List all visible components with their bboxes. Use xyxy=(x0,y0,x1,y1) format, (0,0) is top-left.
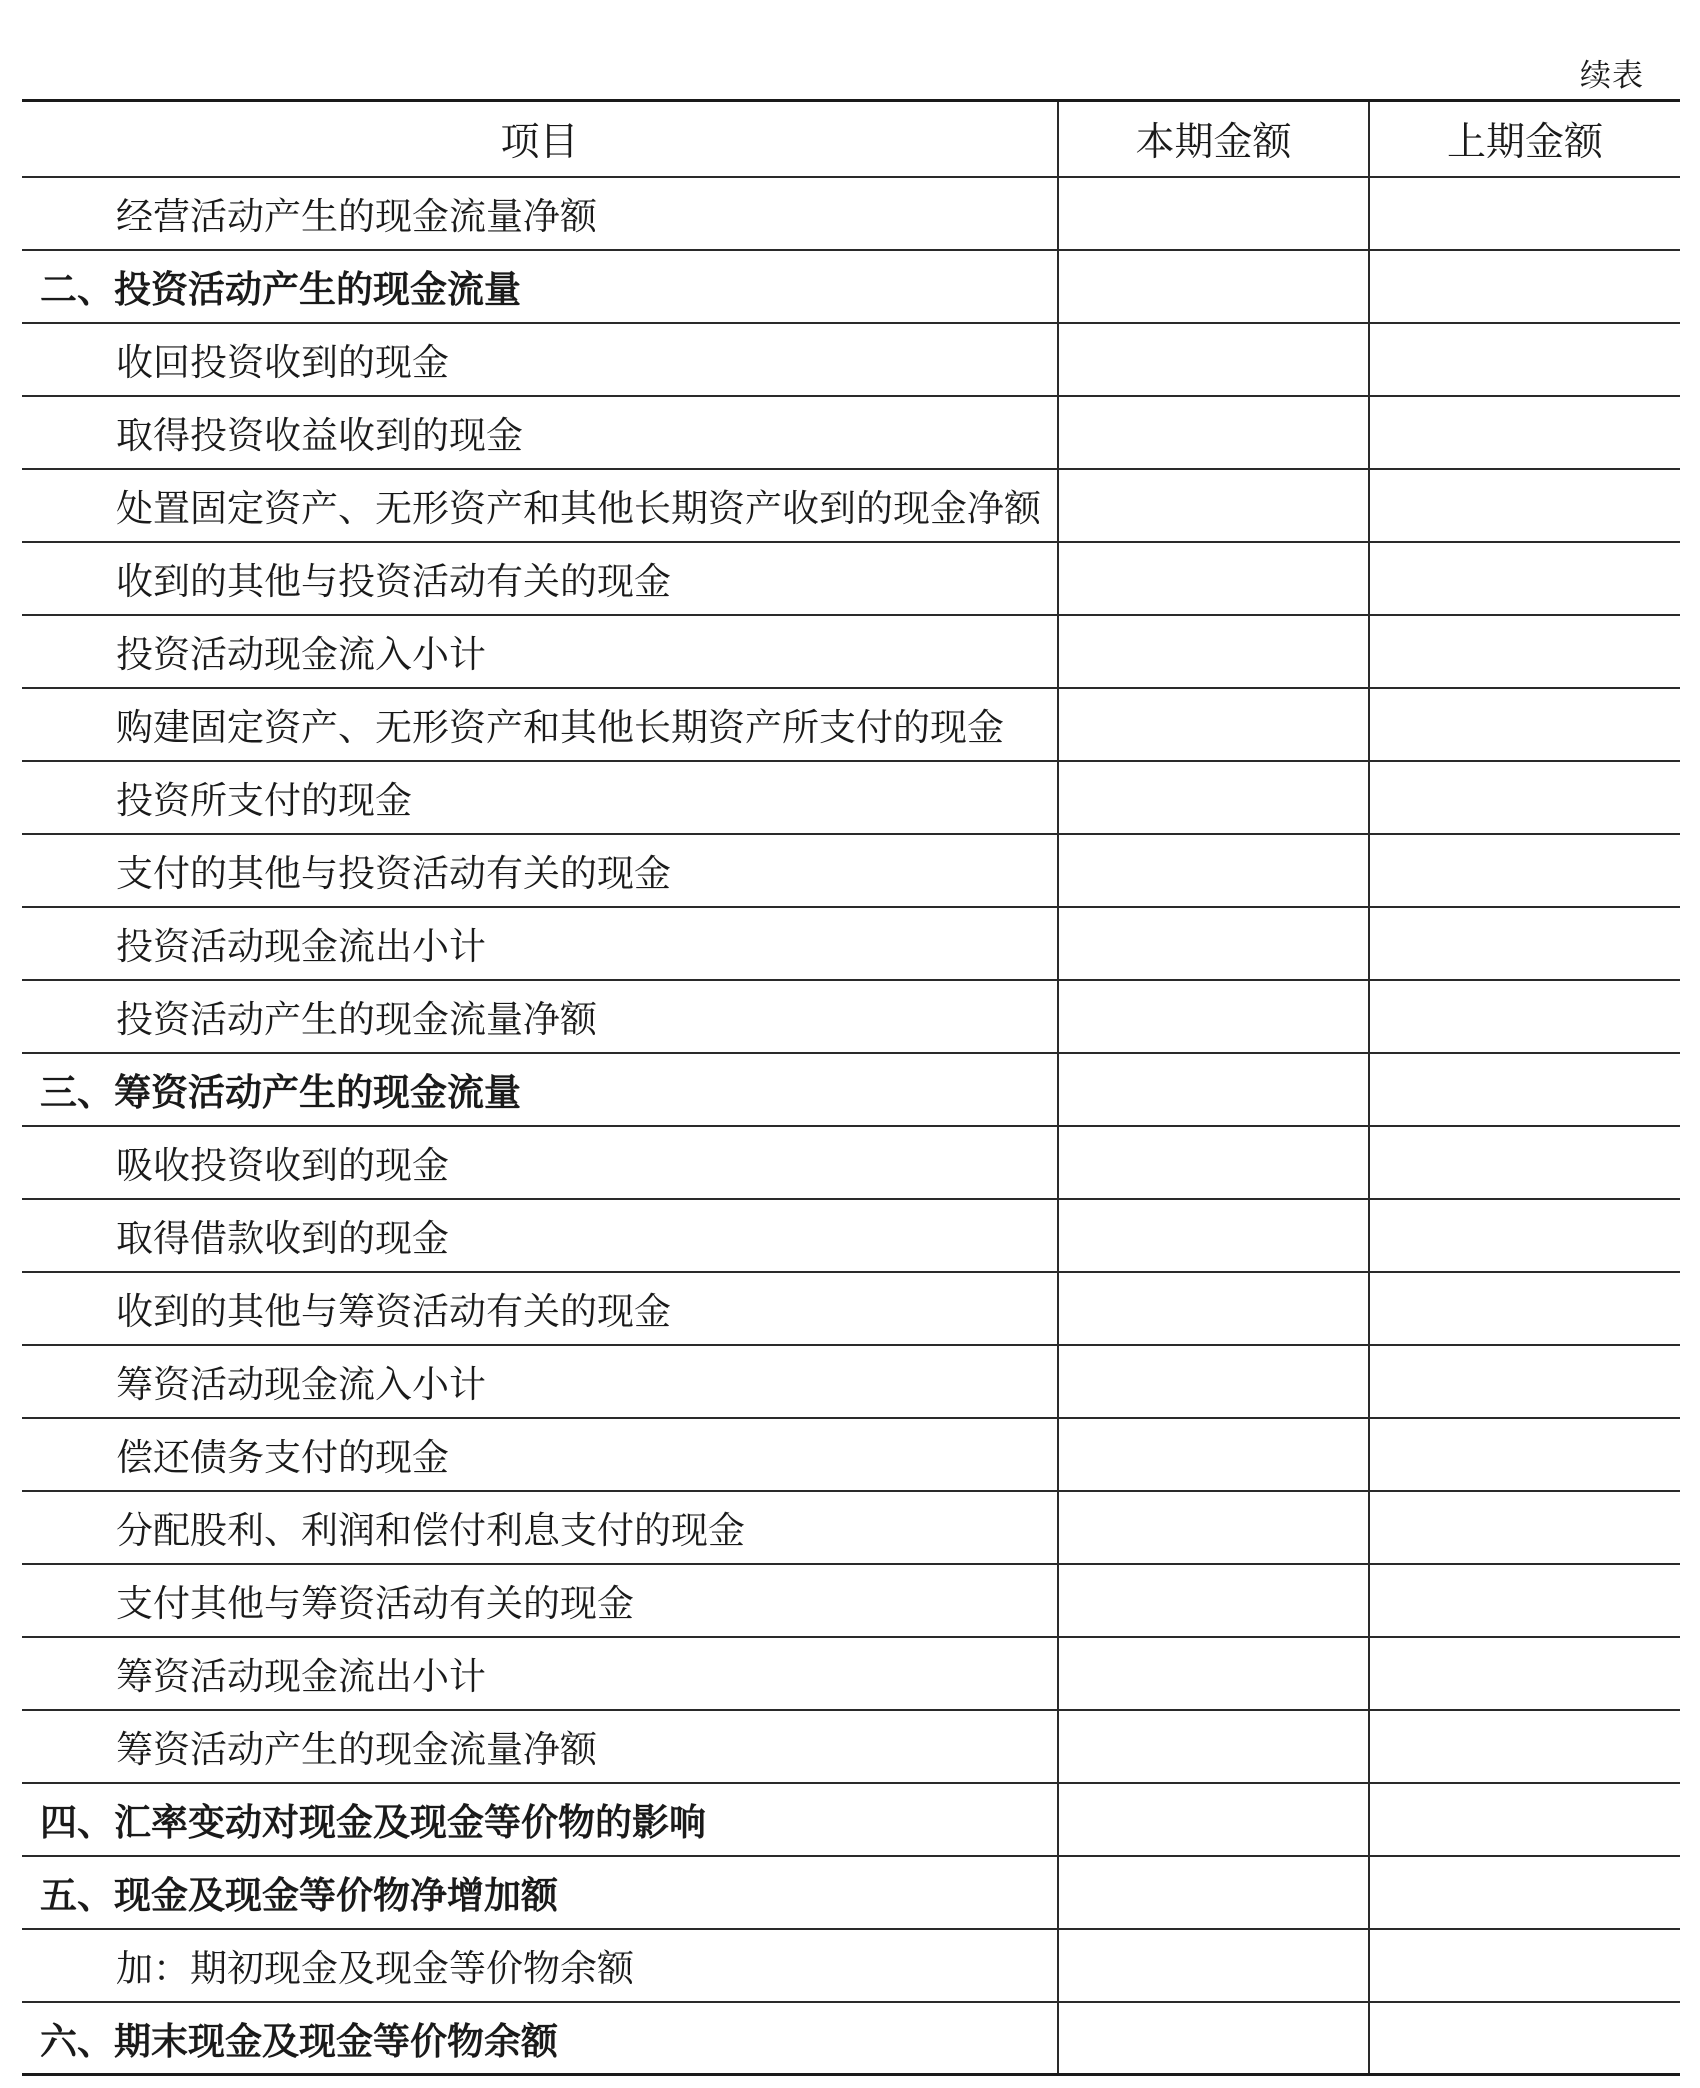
section-row xyxy=(22,1053,1680,1126)
previous-amount-cell xyxy=(1369,2002,1680,2075)
current-amount-cell xyxy=(1058,688,1369,761)
row-item-label: 投资活动现金流出小计 xyxy=(22,907,1058,980)
previous-amount-cell xyxy=(1369,1564,1680,1637)
current-amount-cell xyxy=(1058,1345,1369,1418)
previous-amount-cell xyxy=(1369,1637,1680,1710)
row-item-label: 收回投资收到的现金 xyxy=(22,323,1058,396)
previous-amount-cell xyxy=(1369,1345,1680,1418)
current-amount-cell xyxy=(1058,980,1369,1053)
current-amount-cell xyxy=(1058,250,1369,323)
previous-amount-cell xyxy=(1369,1199,1680,1272)
section-row xyxy=(22,250,1680,323)
row-item-label: 加：期初现金及现金等价物余额 xyxy=(22,1929,1058,2002)
row-item-label: 吸收投资收到的现金 xyxy=(22,1126,1058,1199)
table-row xyxy=(22,469,1680,542)
row-item-label: 收到的其他与筹资活动有关的现金 xyxy=(22,1272,1058,1345)
row-item-label: 取得投资收益收到的现金 xyxy=(22,396,1058,469)
current-amount-cell xyxy=(1058,542,1369,615)
previous-amount-cell xyxy=(1369,1929,1680,2002)
table-row xyxy=(22,1345,1680,1418)
table-body xyxy=(22,177,1680,2075)
column-header-item: 项目 xyxy=(22,101,1058,177)
previous-amount-cell xyxy=(1369,980,1680,1053)
current-amount-cell xyxy=(1058,1491,1369,1564)
row-item-label: 筹资活动现金流出小计 xyxy=(22,1637,1058,1710)
table-row xyxy=(22,542,1680,615)
row-item-label: 分配股利、利润和偿付利息支付的现金 xyxy=(22,1491,1058,1564)
current-amount-cell xyxy=(1058,761,1369,834)
row-item-label: 投资活动产生的现金流量净额 xyxy=(22,980,1058,1053)
previous-amount-cell xyxy=(1369,761,1680,834)
section-heading: 三、筹资活动产生的现金流量 xyxy=(22,1053,1058,1126)
previous-amount-cell xyxy=(1369,834,1680,907)
current-amount-cell xyxy=(1058,469,1369,542)
current-amount-cell xyxy=(1058,1272,1369,1345)
previous-amount-cell xyxy=(1369,542,1680,615)
table-row xyxy=(22,834,1680,907)
column-header-previous-amount: 上期金额 xyxy=(1369,101,1680,177)
previous-amount-cell xyxy=(1369,1418,1680,1491)
current-amount-cell xyxy=(1058,323,1369,396)
cash-flow-table-container xyxy=(22,99,1680,2076)
row-item-label: 取得借款收到的现金 xyxy=(22,1199,1058,1272)
previous-amount-cell xyxy=(1369,1856,1680,1929)
row-item-label: 投资所支付的现金 xyxy=(22,761,1058,834)
previous-amount-cell xyxy=(1369,1491,1680,1564)
previous-amount-cell xyxy=(1369,177,1680,250)
table-row xyxy=(22,1491,1680,1564)
previous-amount-cell xyxy=(1369,1272,1680,1345)
current-amount-cell xyxy=(1058,1783,1369,1856)
current-amount-cell xyxy=(1058,1418,1369,1491)
table-row xyxy=(22,907,1680,980)
row-item-label: 支付的其他与投资活动有关的现金 xyxy=(22,834,1058,907)
previous-amount-cell xyxy=(1369,615,1680,688)
section-row xyxy=(22,1856,1680,1929)
current-amount-cell xyxy=(1058,177,1369,250)
previous-amount-cell xyxy=(1369,323,1680,396)
current-amount-cell xyxy=(1058,1199,1369,1272)
table-row xyxy=(22,177,1680,250)
current-amount-cell xyxy=(1058,1126,1369,1199)
row-item-label: 处置固定资产、无形资产和其他长期资产收到的现金净额 xyxy=(22,469,1058,542)
previous-amount-cell xyxy=(1369,250,1680,323)
continued-label: 续表 xyxy=(1580,58,1644,94)
section-heading: 五、现金及现金等价物净增加额 xyxy=(22,1856,1058,1929)
table-row xyxy=(22,1710,1680,1783)
table-row xyxy=(22,1199,1680,1272)
current-amount-cell xyxy=(1058,1564,1369,1637)
current-amount-cell xyxy=(1058,615,1369,688)
table-row xyxy=(22,1929,1680,2002)
current-amount-cell xyxy=(1058,1053,1369,1126)
section-heading: 四、汇率变动对现金及现金等价物的影响 xyxy=(22,1783,1058,1856)
cash-flow-table xyxy=(22,99,1680,2076)
table-row xyxy=(22,1272,1680,1345)
header-row xyxy=(22,101,1680,177)
column-header-current-amount: 本期金额 xyxy=(1058,101,1369,177)
previous-amount-cell xyxy=(1369,688,1680,761)
current-amount-cell xyxy=(1058,1637,1369,1710)
row-item-label: 筹资活动产生的现金流量净额 xyxy=(22,1710,1058,1783)
table-row xyxy=(22,761,1680,834)
row-item-label: 偿还债务支付的现金 xyxy=(22,1418,1058,1491)
current-amount-cell xyxy=(1058,1856,1369,1929)
current-amount-cell xyxy=(1058,834,1369,907)
table-row xyxy=(22,396,1680,469)
table-row xyxy=(22,688,1680,761)
previous-amount-cell xyxy=(1369,396,1680,469)
table-row xyxy=(22,1637,1680,1710)
current-amount-cell xyxy=(1058,396,1369,469)
row-item-label: 投资活动现金流入小计 xyxy=(22,615,1058,688)
section-heading: 六、期末现金及现金等价物余额 xyxy=(22,2002,1058,2075)
previous-amount-cell xyxy=(1369,1126,1680,1199)
table-row xyxy=(22,1418,1680,1491)
section-row xyxy=(22,2002,1680,2075)
table-row xyxy=(22,1126,1680,1199)
previous-amount-cell xyxy=(1369,1053,1680,1126)
previous-amount-cell xyxy=(1369,1783,1680,1856)
previous-amount-cell xyxy=(1369,1710,1680,1783)
row-item-label: 筹资活动现金流入小计 xyxy=(22,1345,1058,1418)
section-heading: 二、投资活动产生的现金流量 xyxy=(22,250,1058,323)
current-amount-cell xyxy=(1058,907,1369,980)
current-amount-cell xyxy=(1058,1710,1369,1783)
current-amount-cell xyxy=(1058,1929,1369,2002)
previous-amount-cell xyxy=(1369,469,1680,542)
current-amount-cell xyxy=(1058,2002,1369,2075)
table-row xyxy=(22,1564,1680,1637)
table-row xyxy=(22,323,1680,396)
section-row xyxy=(22,1783,1680,1856)
row-item-label: 支付其他与筹资活动有关的现金 xyxy=(22,1564,1058,1637)
row-item-label: 购建固定资产、无形资产和其他长期资产所支付的现金 xyxy=(22,688,1058,761)
table-row xyxy=(22,980,1680,1053)
previous-amount-cell xyxy=(1369,907,1680,980)
row-item-label: 收到的其他与投资活动有关的现金 xyxy=(22,542,1058,615)
table-header xyxy=(22,101,1680,177)
table-row xyxy=(22,615,1680,688)
row-item-label: 经营活动产生的现金流量净额 xyxy=(22,177,1058,250)
